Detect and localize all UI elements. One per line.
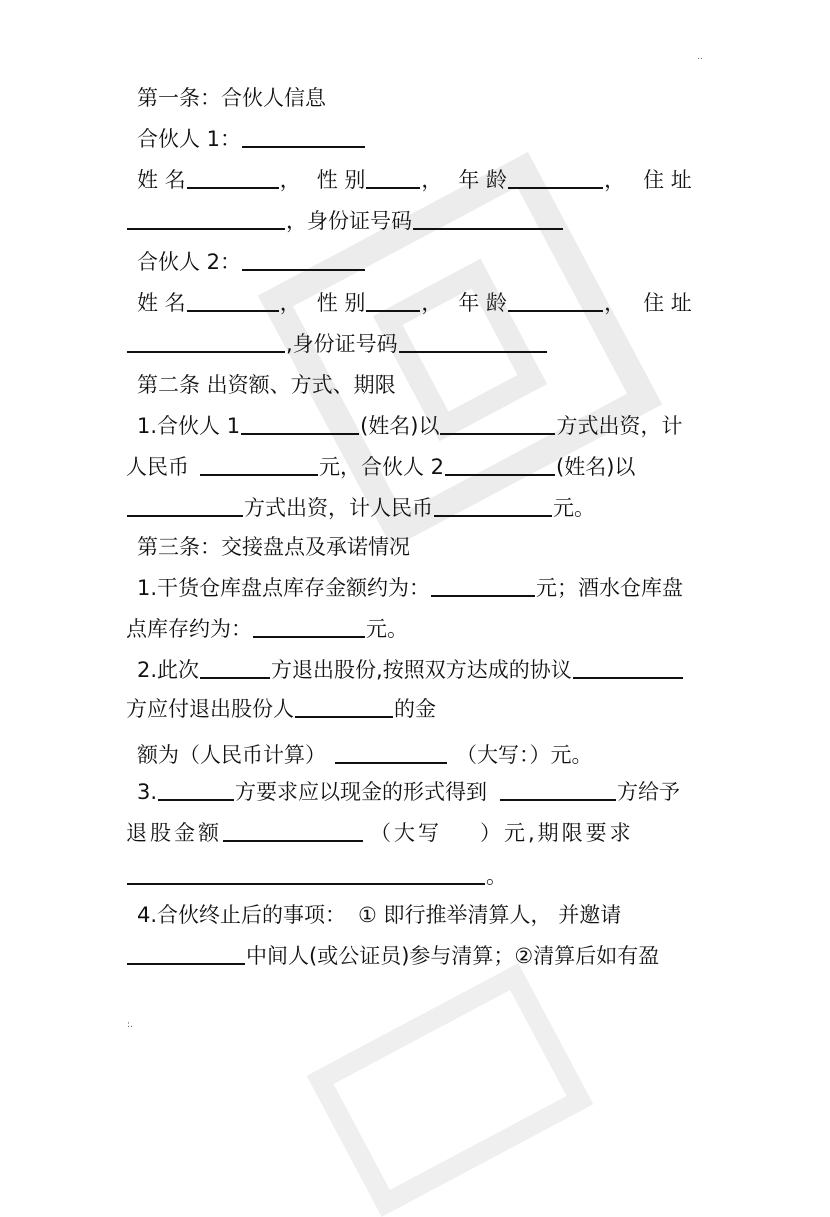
partner2-gender-field[interactable]	[366, 290, 420, 312]
partner2-name-blank[interactable]	[242, 249, 365, 271]
partner1-name-blank[interactable]	[242, 126, 365, 148]
article3-p2-line2: 方应付退出股份人 的金	[126, 697, 436, 721]
article3-p1-line1: 1.干货仓库盘点库存金额约为： 元；酒水仓库盘	[137, 576, 684, 600]
article2-line1: 1.合伙人 1 (姓名)以 方式出资，计	[137, 414, 683, 438]
partner2-info-line: 姓 名 ， 性 别 ， 年 龄 ， 住 址	[137, 291, 692, 315]
article1-heading: 第一条：合伙人信息	[137, 86, 326, 110]
partner1-address-field[interactable]	[127, 208, 285, 230]
liquidator-field[interactable]	[127, 943, 245, 965]
article2-line3: 方式出资，计人民币 元。	[0, 494, 830, 522]
partner2-id-field[interactable]	[399, 331, 547, 353]
partner1-name-field[interactable]	[187, 167, 279, 189]
partner2-line: 合伙人 2：	[0, 248, 830, 276]
partner1-info-line: 姓 名 ， 性 别 ， 年 龄 ， 住 址	[137, 168, 692, 192]
article3-p3-line1: 3. 方要求应以现金的形式得到 方给予	[137, 780, 681, 804]
paying-party-field[interactable]	[573, 657, 683, 679]
settlement-amount-field[interactable]	[335, 742, 447, 764]
partner2-address-field[interactable]	[127, 331, 285, 353]
giving-party-field[interactable]	[500, 779, 616, 801]
partner2-id-line: ,身份证号码	[0, 330, 830, 358]
partner1-line: 合伙人 1：	[0, 125, 830, 153]
beverage-amount-field[interactable]	[253, 616, 365, 638]
deadline-field[interactable]	[127, 863, 485, 885]
article3-p4-line1: 4.合伙终止后的事项： ① 即行推举清算人， 并邀请	[137, 903, 622, 927]
partner1-age-field[interactable]	[508, 167, 603, 189]
article3-heading: 第三条：交接盘点及承诺情况	[137, 535, 410, 559]
dry-goods-amount-field[interactable]	[431, 575, 535, 597]
contributor2-name-field[interactable]	[445, 454, 555, 476]
partner2-age-field[interactable]	[508, 290, 603, 312]
article3-p2-line1: 2.此次 方退出股份,按照双方达成的协议	[0, 656, 830, 684]
article3-p1-line2: 点库存约为： 元。	[126, 617, 408, 641]
watermark-logo-bottom	[306, 963, 593, 1217]
contributor1-name-field[interactable]	[241, 413, 359, 435]
partner1-id-field[interactable]	[413, 208, 563, 230]
partner1-gender-field[interactable]	[366, 167, 420, 189]
contributor2-amount-field[interactable]	[434, 495, 552, 517]
article3-p2-line3: 额为（人民币计算） （大写：）元。	[137, 743, 593, 767]
corner-mark-bottom: :.	[127, 1020, 133, 1030]
article3-p3-line3: 。	[0, 862, 830, 890]
partner2-name-field[interactable]	[187, 290, 279, 312]
exiting-party-field[interactable]	[200, 657, 270, 679]
article2-heading: 第二条 出资额、方式、期限	[137, 373, 396, 397]
corner-mark-top: ..	[697, 52, 703, 62]
refund-amount-field[interactable]	[223, 820, 363, 842]
contributor2-method-field[interactable]	[127, 495, 243, 517]
contributor1-method-field[interactable]	[440, 413, 555, 435]
exiting-partner-field[interactable]	[295, 696, 393, 718]
article2-line2: 人民币 元，合伙人 2 (姓名)以	[126, 455, 636, 479]
contributor1-amount-field[interactable]	[200, 454, 318, 476]
partner1-id-line: ，身份证号码	[0, 207, 830, 235]
article3-p4-line2: 中间人(或公证员)参与清算；②清算后如有盈	[0, 942, 830, 970]
requesting-party-field[interactable]	[158, 779, 234, 801]
article3-p3-line2: 退股金额 （大写 ）元,期限要求	[126, 821, 634, 845]
